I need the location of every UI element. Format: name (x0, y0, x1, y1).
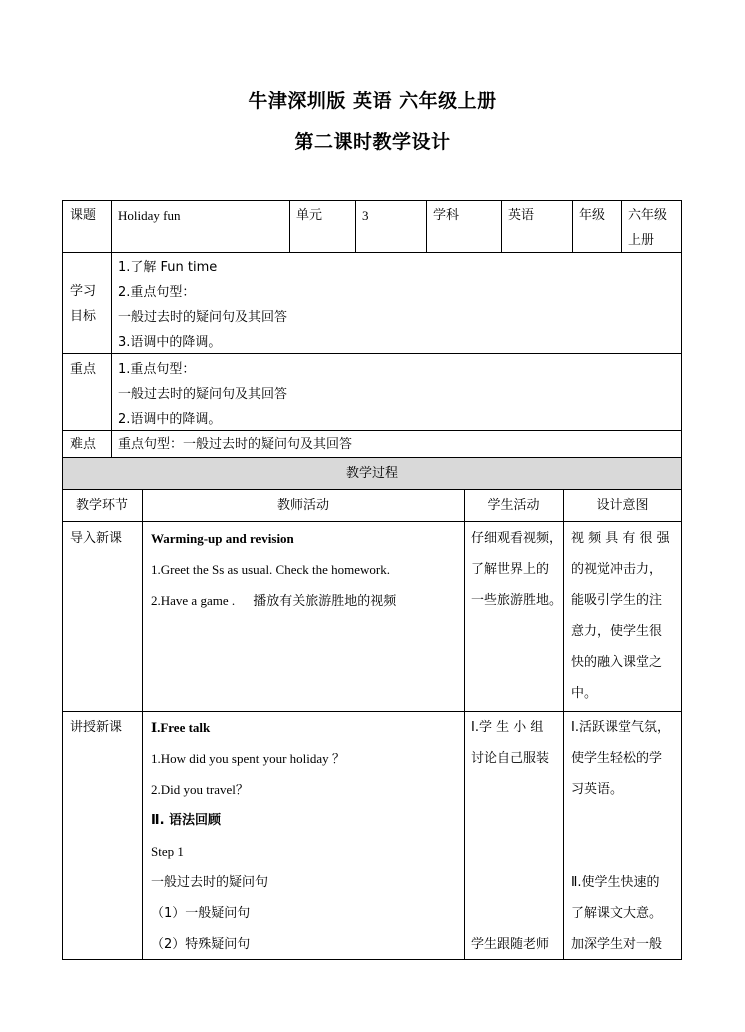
student-lesson-line: 学生跟随老师 (471, 937, 550, 952)
intent-intro-line: 视 频 具 有 很 强 (571, 531, 670, 546)
objective-item: 1.了解 Fun time (118, 260, 218, 275)
stage-lesson: 讲授新课 (70, 720, 123, 735)
objective-item: 2.重点句型： (118, 285, 196, 300)
grade-label: 年级 (579, 208, 606, 223)
intent-intro-line: 能吸引学生的注 (571, 593, 663, 608)
intent-lesson-line: Ⅰ.活跃课堂气氛， (571, 720, 670, 735)
key-point-item: 2.语调中的降调。 (118, 412, 222, 427)
intent-intro-line: 快的融入课堂之 (571, 655, 663, 670)
teacher-intro-line1: 1.Greet the Ss as usual. Check the homework. (151, 562, 391, 577)
student-lesson-line: 讨论自己服装 (471, 751, 550, 766)
column-header-intent: 设计意图 (596, 498, 649, 513)
key-point-item: 一般过去时的疑问句及其回答 (118, 387, 288, 402)
objective-item: 3.语调中的降调。 (118, 335, 222, 350)
intent-lesson-line: Ⅱ.使学生快速的 (571, 875, 660, 890)
lesson-heading-grammar: Ⅱ. 语法回顾 (151, 813, 222, 828)
process-section-title: 教学过程 (345, 466, 398, 481)
teacher-intro-line2-cn: 播放有关旅游胜地的视频 (253, 594, 397, 609)
key-point-item: 1.重点句型： (118, 362, 196, 377)
column-header-student: 学生活动 (487, 498, 540, 513)
intent-lesson-line: 习英语。 (571, 782, 624, 797)
column-header-teacher: 教师活动 (276, 498, 329, 513)
teacher-intro-line2-en: 2.Have a game . (151, 593, 236, 608)
unit-label: 单元 (296, 208, 323, 223)
topic-value: Holiday fun (118, 208, 181, 223)
grade-value-line1: 六年级 (628, 208, 668, 223)
lesson-sub-item: （2）特殊疑问句 (151, 937, 251, 952)
difficult-points-label: 难点 (70, 437, 97, 452)
student-intro-line: 了解世界上的 (471, 562, 550, 577)
lesson-sub-item: （1）一般疑问句 (151, 906, 251, 921)
student-intro-line: 一些旅游胜地。 (471, 593, 563, 608)
key-points-label: 重点 (70, 362, 97, 377)
lesson-grammar-topic: 一般过去时的疑问句 (151, 875, 269, 890)
lesson-step: Step 1 (151, 844, 184, 859)
objectives-label-line2: 目标 (70, 309, 97, 324)
teacher-intro-heading: Warming-up and revision (151, 531, 294, 546)
lesson-question: 2.Did you travel？ (151, 782, 249, 797)
objectives-label-line1: 学习 (70, 284, 97, 299)
intent-lesson-line: 加深学生对一般 (571, 937, 663, 952)
intent-intro-line: 意力，使学生很 (571, 624, 663, 639)
intent-lesson-line: 使学生轻松的学 (571, 751, 663, 766)
subject-label: 学科 (433, 208, 460, 223)
teacher-intro-line2 (145, 585, 402, 617)
objective-item: 一般过去时的疑问句及其回答 (118, 310, 288, 325)
unit-value: 3 (362, 208, 369, 223)
subject-value: 英语 (508, 208, 535, 223)
intent-intro-line: 中。 (571, 686, 598, 701)
intent-intro-line: 的视觉冲击力， (571, 562, 663, 577)
intent-lesson-line: 了解课文大意。 (571, 906, 663, 921)
document-title: 牛津深圳版 英语 六年级上册 (248, 90, 497, 112)
stage-intro: 导入新课 (70, 531, 123, 546)
student-lesson-line: Ⅰ.学 生 小 组 (471, 720, 544, 735)
lesson-heading-free-talk: Ⅰ.Free talk (151, 720, 211, 735)
grade-value-line2: 上册 (628, 233, 655, 248)
topic-label: 课题 (70, 208, 97, 223)
document-subtitle: 第二课时教学设计 (294, 131, 451, 153)
difficult-points-value: 重点句型：一般过去时的疑问句及其回答 (118, 437, 353, 452)
column-header-stage: 教学环节 (75, 498, 128, 513)
lesson-plan-table (62, 200, 682, 960)
student-intro-line: 仔细观看视频， (471, 531, 563, 546)
lesson-question: 1.How did you spent your holiday ？ (151, 751, 345, 766)
